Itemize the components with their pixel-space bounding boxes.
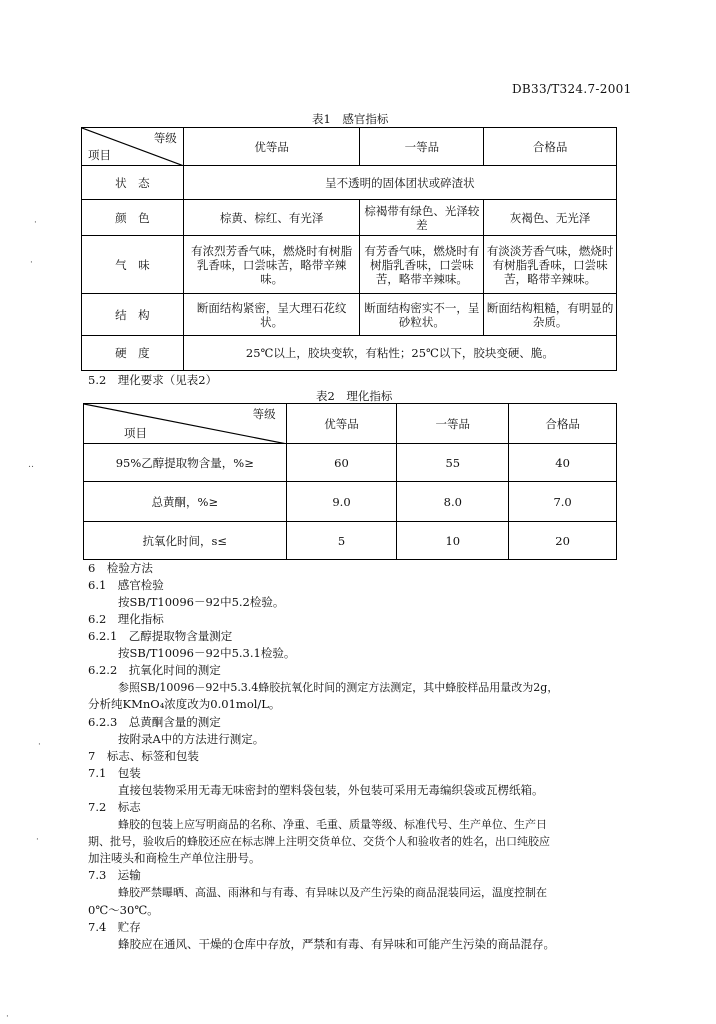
scan-speck-icon: · [30, 258, 33, 268]
col-header: 优等品 [183, 128, 360, 166]
section-7-3-text-cont: 0℃～30℃。 [88, 903, 159, 917]
table-row [82, 236, 617, 294]
table-cell: 60 [286, 444, 397, 482]
section-6-1-text: 按SB/T10096－92中5.2检验。 [118, 595, 285, 609]
row-label: 抗氧化时间，s≤ [84, 522, 287, 560]
scan-speck-icon: ‥ [28, 460, 35, 470]
scan-speck-icon: · [38, 740, 41, 750]
table-cell: 7.0 [509, 482, 617, 522]
section-6-2-2-text: 参照SB/10096－92中5.3.4蜂胶抗氧化时间的测定方法测定，其中蜂胶样品用量改为2g， [118, 681, 559, 694]
table2-caption: 表2 理化指标 [316, 389, 393, 403]
table-cell: 有淡淡芳香气味，燃烧时有树脂乳香味，口尝味苦，略带辛辣味。 [484, 236, 617, 294]
col-header: 合格品 [484, 128, 617, 166]
section-6-2-2-heading: 6.2.2 抗氧化时间的测定 [88, 663, 221, 677]
scan-speck-icon: · [6, 1012, 9, 1022]
merged-cell: 25℃以上，胶块变软，有粘性；25℃以下，胶块变硬、脆。 [183, 336, 616, 371]
col-header: 一等品 [397, 404, 509, 444]
section-6-heading: 6 检验方法 [88, 561, 153, 575]
col-header: 一等品 [360, 128, 484, 166]
scan-speck-icon: · [36, 835, 39, 845]
table-row [84, 482, 617, 522]
section-6-2-heading: 6.2 理化指标 [88, 612, 164, 626]
table-row [82, 166, 617, 200]
table-cell: 5 [286, 522, 397, 560]
document-code: DB33/T324.7-2001 [512, 82, 632, 96]
section-6-1-heading: 6.1 感官检验 [88, 578, 164, 592]
row-label: 95%乙醇提取物含量，%≥ [84, 444, 287, 482]
row-label: 总黄酮，%≥ [84, 482, 287, 522]
table-cell: 棕黄、棕红、有光泽 [183, 200, 360, 236]
row-label: 状 态 [82, 166, 184, 200]
table-cell: 断面结构密实不一，呈砂粒状。 [360, 294, 484, 336]
table2-header-diagonal [84, 404, 287, 444]
merged-cell: 呈不透明的固体团状或碎渣状 [183, 166, 616, 200]
table-row [84, 522, 617, 560]
table-cell: 灰褐色、无光泽 [484, 200, 617, 236]
row-label: 颜 色 [82, 200, 184, 236]
table-cell: 10 [397, 522, 509, 560]
sensory-table [81, 127, 617, 371]
section-7-4-heading: 7.4 贮存 [88, 920, 141, 934]
physicochemical-table [83, 403, 617, 560]
col-header: 合格品 [509, 404, 617, 444]
section-7-heading: 7 标志、标签和包装 [88, 749, 199, 763]
section-7-1-text: 直接包装物采用无毒无味密封的塑料袋包装，外包装可采用无毒编织袋或瓦楞纸箱。 [118, 783, 544, 797]
table-cell: 40 [509, 444, 617, 482]
table-cell: 20 [509, 522, 617, 560]
section-6-2-3-text: 按附录A中的方法进行测定。 [118, 732, 265, 746]
row-label: 气 味 [82, 236, 184, 294]
table-cell: 55 [397, 444, 509, 482]
table-row [84, 444, 617, 482]
table-cell: 有芳香气味，燃烧时有树脂乳香味，口尝味苦，略带辛辣味。 [360, 236, 484, 294]
table-cell: 棕褐带有绿色、光泽较差 [360, 200, 484, 236]
section-7-3-text: 蜂胶严禁曝晒、高温、雨淋和与有毒、有异味以及产生污染的商品混装同运，温度控制在 [118, 886, 547, 899]
section-7-2-text-end: 加注唛头和商检生产单位注册号。 [88, 851, 261, 865]
table1-header-diagonal [82, 128, 184, 166]
table1-caption: 表1 感官指标 [312, 112, 389, 126]
table-row [82, 336, 617, 371]
table-cell: 有浓烈芳香气味，燃烧时有树脂乳香味，口尝味苦，略带辛辣味。 [183, 236, 360, 294]
table-row [82, 294, 617, 336]
section-7-4-text: 蜂胶应在通风、干燥的仓库中存放，严禁和有毒、有异味和可能产生污染的商品混存。 [118, 937, 555, 951]
scan-speck-icon: · [34, 218, 37, 228]
table-cell: 9.0 [286, 482, 397, 522]
section-7-3-heading: 7.3 运输 [88, 868, 141, 882]
section-7-2-heading: 7.2 标志 [88, 800, 141, 814]
header-item-label: 项目 [88, 148, 111, 162]
col-header: 优等品 [286, 404, 397, 444]
section-7-2-text: 蜂胶的包装上应写明商品的名称、净重、毛重、质量等级、标准代号、生产单位、生产日 [118, 818, 547, 831]
section-6-2-1-text: 按SB/T10096－92中5.3.1检验。 [118, 646, 296, 660]
row-label: 结 构 [82, 294, 184, 336]
section-6-2-3-heading: 6.2.3 总黄酮含量的测定 [88, 715, 221, 729]
section-6-2-1-heading: 6.2.1 乙醇提取物含量测定 [88, 629, 233, 643]
section-7-2-text-cont: 期、批号，验收后的蜂胶还应在标志牌上注明交货单位、交货个人和验收者的姓名，出口纯胶应 [88, 835, 550, 848]
table-cell: 断面结构紧密，呈大理石花纹状。 [183, 294, 360, 336]
header-grade-label: 等级 [153, 131, 177, 145]
section-6-2-2-text-cont: 分析纯KMnO₄浓度改为0.01mol/L。 [88, 697, 281, 711]
row-label: 硬 度 [82, 336, 184, 371]
table-cell: 8.0 [397, 482, 509, 522]
header-item-label: 项目 [124, 426, 147, 440]
header-grade-label: 等级 [252, 407, 276, 421]
table-cell: 断面结构粗糙，有明显的杂质。 [484, 294, 617, 336]
section-7-1-heading: 7.1 包装 [88, 766, 141, 780]
section-5-2-heading: 5.2 理化要求（见表2） [88, 373, 218, 387]
table-row [82, 200, 617, 236]
